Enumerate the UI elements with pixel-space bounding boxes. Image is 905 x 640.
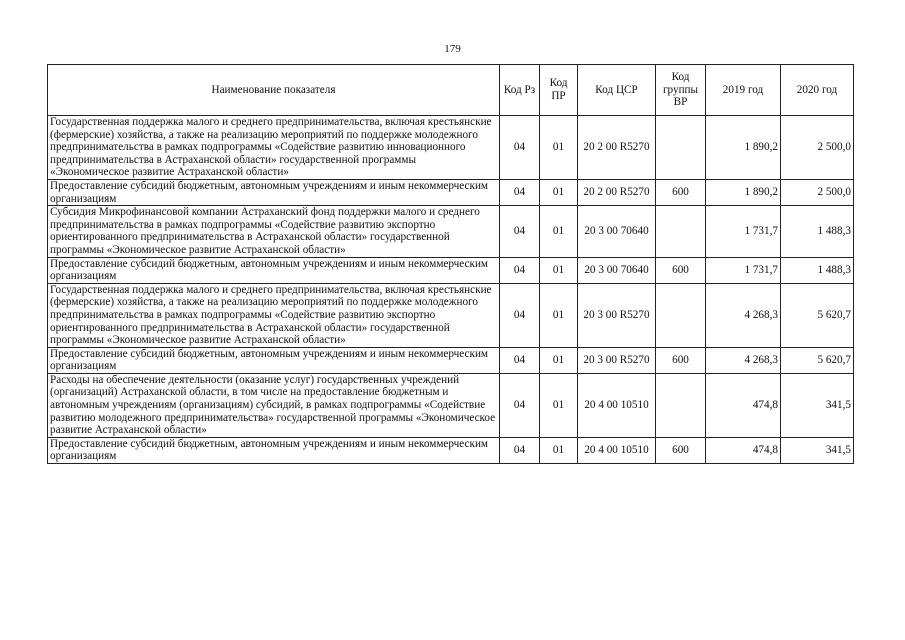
row-name: Государственная поддержка малого и среднего предпринимательства, включая крестьянские (фермерские) хозяйства, а также на реализацию мероприятий по поддержке молодежного предпринимательства в рамках подпрограммы «Содействие развитию экспортно ориентированного предпринимательства в Астраханской области» государственной программы «Экономическое развитие Астраханской области» <box>48 283 500 347</box>
header-name: Наименование показателя <box>48 65 500 116</box>
row-2020: 1 488,3 <box>781 206 854 257</box>
row-rz: 04 <box>500 257 540 283</box>
row-vr <box>656 283 706 347</box>
row-name: Предоставление субсидий бюджетным, автономным учреждениям и иным некоммерческим организациям <box>48 179 500 205</box>
row-2020: 2 500,0 <box>781 116 854 180</box>
row-pr: 01 <box>540 347 578 373</box>
row-2019: 4 268,3 <box>706 347 781 373</box>
table-row <box>48 437 854 463</box>
header-vr: Код группы ВР <box>656 65 706 116</box>
row-2019: 1 890,2 <box>706 179 781 205</box>
row-name: Предоставление субсидий бюджетным, автономным учреждениям и иным некоммерческим организациям <box>48 257 500 283</box>
row-2019: 474,8 <box>706 437 781 463</box>
header-csr: Код ЦСР <box>578 65 656 116</box>
row-csr: 20 4 00 10510 <box>578 437 656 463</box>
page-number: 179 <box>444 43 461 55</box>
header-2019: 2019 год <box>706 65 781 116</box>
row-pr: 01 <box>540 206 578 257</box>
row-2020: 1 488,3 <box>781 257 854 283</box>
row-csr: 20 2 00 R5270 <box>578 179 656 205</box>
row-vr: 600 <box>656 179 706 205</box>
row-pr: 01 <box>540 283 578 347</box>
table-header-row <box>48 65 854 116</box>
row-2019: 1 731,7 <box>706 206 781 257</box>
row-2019: 1 731,7 <box>706 257 781 283</box>
row-csr: 20 3 00 70640 <box>578 206 656 257</box>
row-pr: 01 <box>540 116 578 180</box>
header-pr: Код ПР <box>540 65 578 116</box>
table-row <box>48 283 854 347</box>
row-2020: 341,5 <box>781 437 854 463</box>
row-pr: 01 <box>540 257 578 283</box>
row-csr: 20 4 00 10510 <box>578 373 656 437</box>
row-csr: 20 3 00 R5270 <box>578 347 656 373</box>
row-csr: 20 3 00 70640 <box>578 257 656 283</box>
row-csr: 20 3 00 R5270 <box>578 283 656 347</box>
row-vr <box>656 206 706 257</box>
row-2020: 5 620,7 <box>781 347 854 373</box>
row-2020: 341,5 <box>781 373 854 437</box>
header-2020: 2020 год <box>781 65 854 116</box>
table-row <box>48 373 854 437</box>
row-rz: 04 <box>500 179 540 205</box>
row-rz: 04 <box>500 116 540 180</box>
row-name: Предоставление субсидий бюджетным, автономным учреждениям и иным некоммерческим организациям <box>48 347 500 373</box>
row-name: Предоставление субсидий бюджетным, автономным учреждениям и иным некоммерческим организациям <box>48 437 500 463</box>
table-row <box>48 257 854 283</box>
budget-table <box>47 64 854 464</box>
row-2019: 474,8 <box>706 373 781 437</box>
row-name: Государственная поддержка малого и среднего предпринимательства, включая крестьянские (фермерские) хозяйства, а также на реализацию мероприятий по поддержке молодежного предпринимательства в рамках подпрограммы «Содействие развитию инновационного предпринимательства в Астраханской области» государственной программы «Экономическое развитие Астраханской области» <box>48 116 500 180</box>
table-row <box>48 116 854 180</box>
row-2019: 4 268,3 <box>706 283 781 347</box>
row-vr: 600 <box>656 437 706 463</box>
row-vr: 600 <box>656 257 706 283</box>
row-pr: 01 <box>540 437 578 463</box>
row-name: Расходы на обеспечение деятельности (оказание услуг) государственных учреждений (организаций) Астраханской области, в том числе на предоставление бюджетным и автономным учреждениям (организациям) субсидий, в рамках подпрограммы «Содействие развитию молодежного предпринимательства» государственной программы «Экономическое развитие Астраханской области» <box>48 373 500 437</box>
table-row <box>48 179 854 205</box>
row-rz: 04 <box>500 206 540 257</box>
header-rz: Код Рз <box>500 65 540 116</box>
row-rz: 04 <box>500 373 540 437</box>
row-2020: 2 500,0 <box>781 179 854 205</box>
row-rz: 04 <box>500 437 540 463</box>
row-vr: 600 <box>656 347 706 373</box>
row-vr <box>656 373 706 437</box>
row-csr: 20 2 00 R5270 <box>578 116 656 180</box>
row-2020: 5 620,7 <box>781 283 854 347</box>
row-rz: 04 <box>500 283 540 347</box>
row-rz: 04 <box>500 347 540 373</box>
table-row <box>48 206 854 257</box>
row-pr: 01 <box>540 373 578 437</box>
row-2019: 1 890,2 <box>706 116 781 180</box>
row-pr: 01 <box>540 179 578 205</box>
table-row <box>48 347 854 373</box>
row-vr <box>656 116 706 180</box>
row-name: Субсидия Микрофинансовой компании Астраханский фонд поддержки малого и среднего предпринимательства в рамках подпрограммы «Содействие развитию экспортно ориентированного предпринимательства в Астраханской области» государственной программы «Экономическое развитие Астраханской области» <box>48 206 500 257</box>
